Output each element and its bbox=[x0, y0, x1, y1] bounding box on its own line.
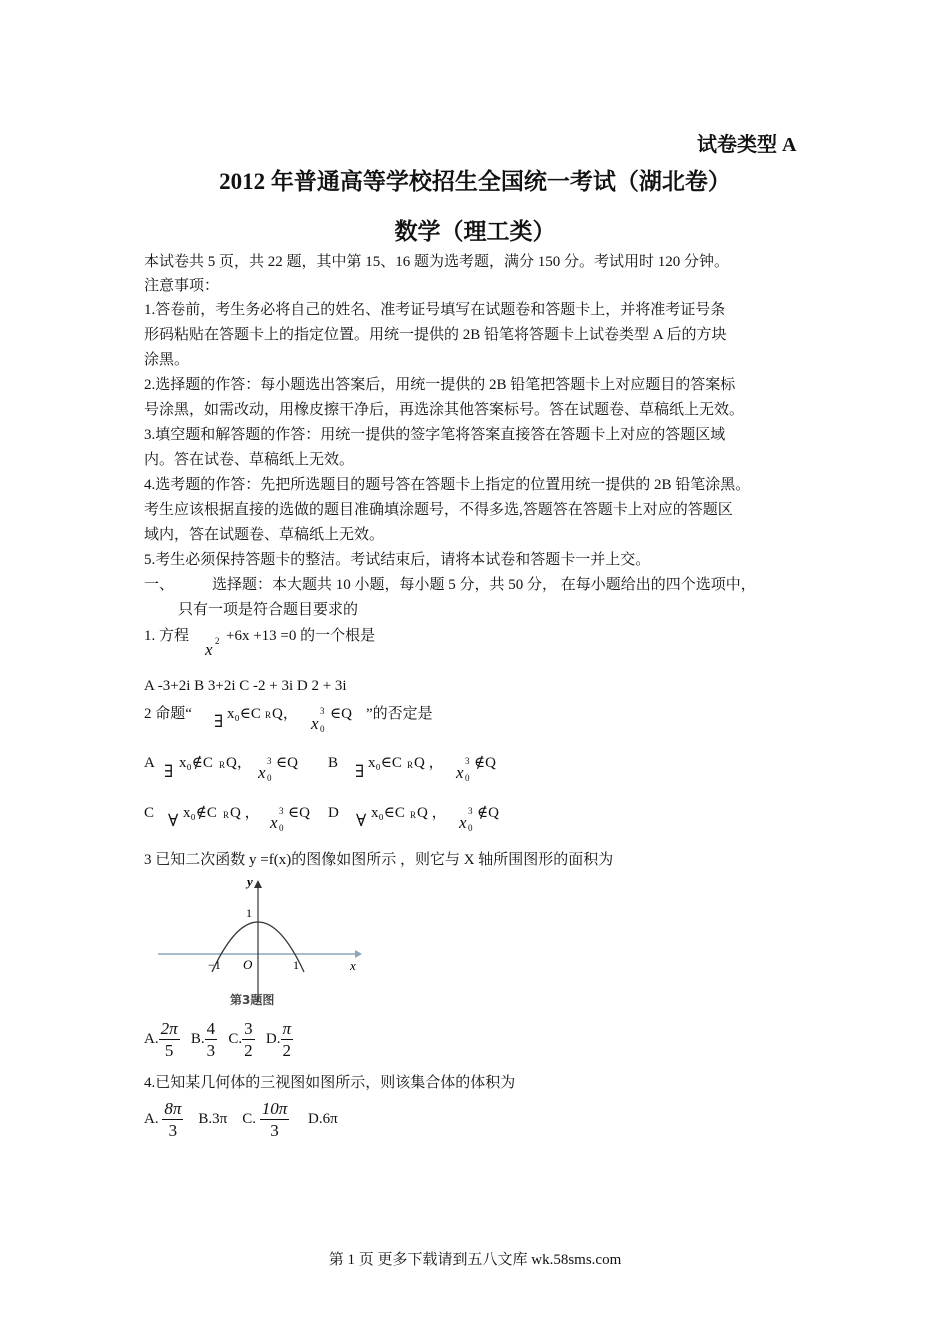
q1-exponent: 2 bbox=[215, 636, 220, 646]
q2-set-part2: Q， bbox=[272, 706, 298, 722]
q2-option-c-exp: 3 bbox=[279, 806, 284, 816]
section-desc-line-2: 只有一项是符合题目要求的 bbox=[178, 602, 359, 618]
fraction-denominator: 3 bbox=[270, 1121, 279, 1141]
q2-option-d-sub-r: R bbox=[410, 810, 417, 820]
q2-set-part1: x₀∈C bbox=[227, 706, 261, 722]
fraction-numerator: 2π bbox=[160, 1019, 178, 1039]
q1-options: A -3+2i B 3+2i C -2 + 3i D 2 + 3i bbox=[144, 678, 347, 694]
q2-option-b-in: ∉Q bbox=[474, 755, 496, 771]
q2-option-a-sub0: 0 bbox=[267, 773, 272, 783]
fraction-denominator: 3 bbox=[168, 1121, 178, 1141]
section-desc-line-1: 选择题：本大题共 10 小题，每小题 5 分，共 50 分， 在每小题给出的四个选项中， bbox=[212, 577, 756, 593]
q2-exp-3: 3 bbox=[320, 706, 325, 716]
section-number: 一、 bbox=[144, 577, 175, 593]
notice-4-line-1: 4.选考题的作答：先把所选题目的题号答在答题卡上指定的位置用统一提供的 2B 铅笔涂黑。 bbox=[144, 477, 751, 493]
q2-option-b-sub0: 0 bbox=[465, 773, 470, 783]
notice-1-line-3: 涂黑。 bbox=[144, 352, 190, 368]
y-axis-arrow bbox=[254, 880, 262, 888]
q3-option-c-label: C. bbox=[228, 1031, 243, 1047]
q4-option-c-fraction bbox=[260, 1098, 290, 1141]
q2-option-c-sub-r: R bbox=[223, 810, 230, 820]
q2-option-c-in: ∈Q bbox=[288, 805, 310, 821]
x-axis-label: x bbox=[350, 958, 356, 973]
fraction-numerator: 8π bbox=[164, 1099, 182, 1119]
q2-option-b-set: x₀∈C bbox=[368, 755, 402, 771]
q2-option-a-set: x₀∉C bbox=[179, 755, 213, 771]
q4-option-a-label: A. bbox=[144, 1111, 159, 1127]
q3-option-a-label: A. bbox=[144, 1031, 159, 1047]
forall-symbol: ∀ bbox=[356, 811, 367, 830]
q4-option-a-fraction bbox=[162, 1098, 183, 1141]
q2-option-a-sub-r: R bbox=[219, 760, 226, 770]
q2-option-a-in: ∈Q bbox=[276, 755, 298, 771]
q3-option-d-fraction bbox=[281, 1018, 294, 1061]
q2-suffix: ”的否定是 bbox=[366, 706, 433, 722]
q2-sub-0: 0 bbox=[320, 724, 325, 734]
q3-option-b-fraction bbox=[205, 1018, 218, 1061]
exists-symbol: ∃ bbox=[355, 762, 365, 781]
notice-3-line-2: 内。答在试卷、草稿纸上无效。 bbox=[144, 452, 355, 468]
q2-option-d-set: x₀∈C bbox=[371, 805, 405, 821]
q3-parabola-figure bbox=[150, 872, 370, 1017]
q2-option-b-label: B bbox=[328, 755, 339, 771]
origin-label: O bbox=[243, 957, 253, 972]
figure-caption: 第3题图 bbox=[230, 993, 275, 1007]
notice-3-line-1: 3.填空题和解答题的作答：用统一提供的签字笔将答案直接答在答题卡上对应的答题区域 bbox=[144, 427, 726, 443]
q2-prefix: 2 命题“ bbox=[144, 706, 192, 722]
q2-subscript-r: R bbox=[265, 710, 272, 720]
x-tick-1: 1 bbox=[293, 958, 299, 972]
q2-option-d-in: ∉Q bbox=[477, 805, 499, 821]
y-axis-label: y bbox=[247, 874, 253, 889]
y-tick-1: 1 bbox=[246, 906, 252, 920]
paper-type-label: 试卷类型 A bbox=[697, 134, 797, 156]
exam-subtitle: 数学（理工类） bbox=[394, 219, 556, 244]
x-tick-neg1: −1 bbox=[208, 958, 221, 972]
q2-option-a-exp: 3 bbox=[267, 756, 272, 766]
exam-summary: 本试卷共 5 页，共 22 题，其中第 15、16 题为选考题，满分 150 分。考试用时 120 分钟。 bbox=[144, 254, 730, 270]
notice-1-line-1: 1.答卷前，考生务必将自己的姓名、准考证号填写在试题卷和答题卡上，并将准考证号条 bbox=[144, 302, 726, 318]
q2-option-d-end: Q ， bbox=[417, 805, 447, 821]
q4-option-c-label: C. bbox=[242, 1111, 256, 1127]
q4-option-b: B.3π bbox=[198, 1111, 228, 1127]
notice-2-line-2: 号涂黑，如需改动，用橡皮擦干净后，再选涂其他答案标号。答在试题卷、草稿纸上无效。 bbox=[144, 402, 745, 418]
q2-option-c-set: x₀∉C bbox=[183, 805, 217, 821]
q1-var-x: x bbox=[205, 640, 213, 659]
notice-2-line-1: 2.选择题的作答：每小题选出答案后，用统一提供的 2B 铅笔把答题卡上对应题目的答案标 bbox=[144, 377, 736, 393]
q2-option-c-end: Q ， bbox=[230, 805, 260, 821]
q4-option-d: D.6π bbox=[308, 1111, 338, 1127]
q1-equation-rest: +6x +13 =0 的一个根是 bbox=[226, 628, 376, 644]
q2-var-x: x bbox=[311, 714, 319, 733]
fraction-numerator: π bbox=[282, 1019, 292, 1039]
q2-option-a-var: x bbox=[258, 763, 266, 782]
fraction-denominator: 3 bbox=[206, 1041, 216, 1061]
q2-option-b-sub-r: R bbox=[407, 760, 414, 770]
page-footer: 第 1 页 更多下载请到五八文库 wk.58sms.com bbox=[328, 1252, 622, 1268]
q4-options-row bbox=[144, 1097, 338, 1141]
q2-option-a-label: A bbox=[144, 755, 155, 771]
q3-option-a-fraction bbox=[159, 1018, 180, 1061]
q2-option-d-var: x bbox=[459, 813, 467, 832]
q4-text: 4.已知某几何体的三视图如图所示，则该集合体的体积为 bbox=[144, 1075, 516, 1091]
fraction-denominator: 2 bbox=[244, 1041, 253, 1061]
q2-option-a-end: Q， bbox=[226, 755, 252, 771]
forall-symbol: ∀ bbox=[168, 811, 179, 830]
exists-symbol: ∃ bbox=[164, 762, 174, 781]
q2-option-c-sub0: 0 bbox=[279, 823, 284, 833]
fraction-denominator: 2 bbox=[282, 1041, 292, 1061]
fraction-numerator: 3 bbox=[244, 1019, 253, 1039]
q2-option-d-label: D bbox=[328, 805, 339, 821]
q2-option-d-exp: 3 bbox=[468, 806, 473, 816]
fraction-denominator: 5 bbox=[164, 1041, 174, 1061]
notice-1-line-2: 形码粘贴在答题卡上的指定位置。用统一提供的 2B 铅笔将答题卡上试卷类型 A 后的方块 bbox=[144, 327, 727, 343]
q3-option-b-label: B. bbox=[190, 1031, 205, 1047]
q2-in-q: ∈Q bbox=[330, 706, 352, 722]
q3-option-c-fraction bbox=[242, 1018, 255, 1061]
fraction-numerator: 4 bbox=[206, 1019, 216, 1039]
exists-symbol: ∃ bbox=[214, 712, 224, 731]
q1-prefix: 1. 方程 bbox=[144, 628, 190, 644]
q2-option-b-var: x bbox=[456, 763, 464, 782]
q2-option-c-label: C bbox=[144, 805, 155, 821]
x-axis-arrow bbox=[355, 950, 362, 958]
q3-option-d-label: D. bbox=[265, 1031, 281, 1047]
fraction-numerator: 10π bbox=[261, 1099, 288, 1119]
q2-option-b-end: Q ， bbox=[414, 755, 444, 771]
notice-5: 5.考生必须保持答题卡的整洁。考试结束后，请将本试卷和答题卡一并上交。 bbox=[144, 552, 651, 568]
q3-options-row bbox=[144, 1018, 293, 1061]
notice-title: 注意事项： bbox=[144, 278, 220, 294]
q2-option-b-exp: 3 bbox=[465, 756, 470, 766]
notice-4-line-3: 域内，答在试题卷、草稿纸上无效。 bbox=[144, 527, 385, 543]
exam-title: 2012 年普通高等学校招生全国统一考试（湖北卷） bbox=[219, 169, 731, 194]
q3-text: 3 已知二次函数 y =f(x)的图像如图所示 ，则它与 X 轴所围图形的面积为 bbox=[144, 852, 614, 868]
q2-option-c-var: x bbox=[270, 813, 278, 832]
q2-option-d-sub0: 0 bbox=[468, 823, 473, 833]
notice-4-line-2: 考生应该根据直接的选做的题目准确填涂题号，不得多选,答题答在答题卡上对应的答题区 bbox=[144, 502, 733, 518]
